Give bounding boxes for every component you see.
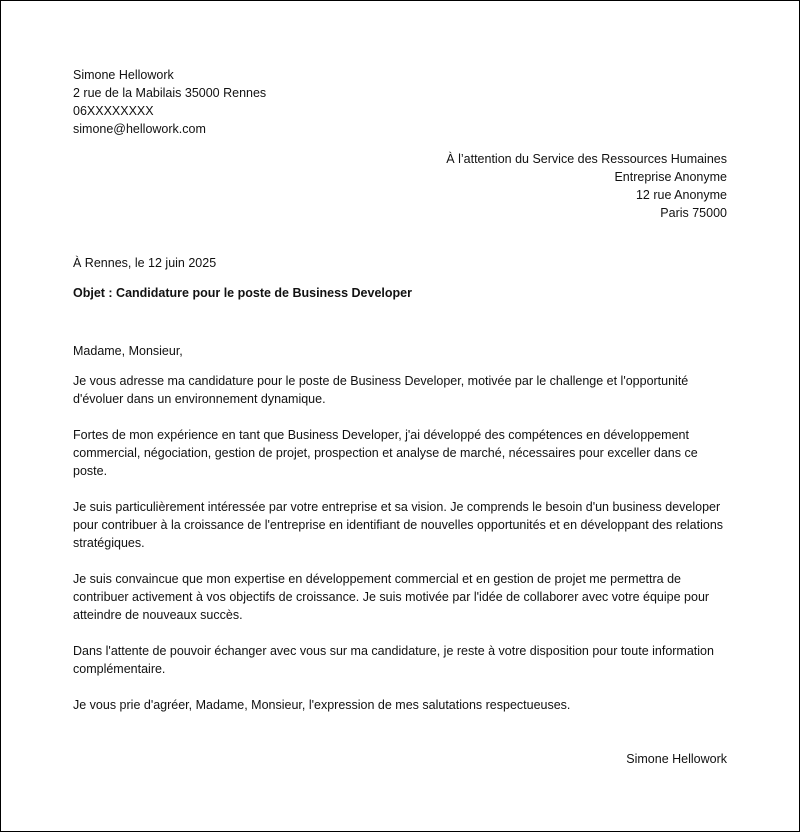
- recipient-city: Paris 75000: [660, 206, 727, 220]
- paragraph: Dans l'attente de pouvoir échanger avec vous sur ma candidature, je reste à votre disposition pour toute information complémentaire.: [73, 644, 714, 676]
- sender-address: 2 rue de la Mabilais 35000 Rennes: [73, 86, 267, 100]
- closing-paragraph: Je vous prie d'agréer, Madame, Monsieur, l'expression de mes salutations respectueuses.: [73, 698, 571, 712]
- salutation: Madame, Monsieur,: [73, 344, 183, 358]
- signature: Simone Hellowork: [626, 752, 727, 766]
- recipient-company: Entreprise Anonyme: [614, 170, 727, 184]
- sender-phone: 06XXXXXXXX: [73, 104, 154, 118]
- recipient-street: 12 rue Anonyme: [635, 188, 727, 202]
- recipient-block: [446, 150, 727, 222]
- recipient-attention: À l’attention du Service des Ressources Humaines: [446, 152, 727, 166]
- sender-block: [73, 66, 266, 138]
- paragraph: Je suis particulièrement intéressée par votre entreprise et sa vision. Je comprends le besoin d'un business developer pour contribuer à la croissance de l'entreprise en identifiant de nouvelles opportunités et en développant des relations stratégiques.: [73, 500, 724, 550]
- sender-name: Simone Hellowork: [73, 68, 174, 82]
- sender-email: simone@hellowork.com: [73, 122, 206, 136]
- paragraph: Je suis convaincue que mon expertise en développement commercial et en gestion de projet me permettra de contribuer activement à vos objectifs de croissance. Je suis motivée par l'idée de collaborer avec votre équipe pour atteindre de nouveaux succès.: [73, 572, 710, 622]
- letter-body: [73, 342, 733, 732]
- paragraph: Je vous adresse ma candidature pour le poste de Business Developer, motivée par le challenge et l'opportunité d'évoluer dans un environnement dynamique.: [73, 374, 689, 406]
- paragraph: Fortes de mon expérience en tant que Business Developer, j'ai développé des compétences en développement commercial, négociation, gestion de projet, prospection et analyse de marché, nécessaires pour exceller dans ce poste.: [73, 428, 698, 478]
- subject-line: Objet : Candidature pour le poste de Business Developer: [73, 286, 412, 300]
- date-line: À Rennes, le 12 juin 2025: [73, 256, 217, 270]
